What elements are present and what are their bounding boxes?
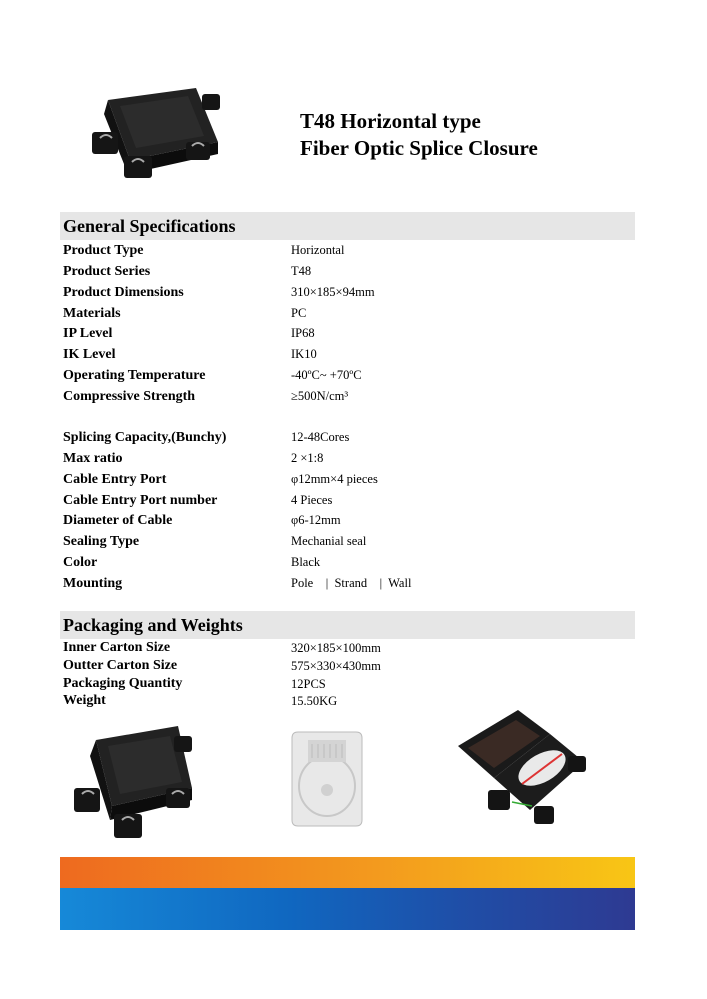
packaging-value: 15.50KG: [291, 694, 338, 708]
spec-row: [63, 323, 623, 344]
packaging-value: 12PCS: [291, 677, 326, 691]
spec-row: [63, 490, 623, 511]
spec-row: [63, 303, 623, 324]
spec-key: IK Level: [63, 347, 116, 362]
spec-value: φ6-12mm: [291, 513, 341, 527]
packaging-key: Packaging Quantity: [63, 676, 183, 691]
spec-row: [63, 531, 623, 552]
spec-key: Color: [63, 555, 98, 570]
footer-blue-band: [60, 888, 635, 930]
spec-key: Materials: [63, 306, 121, 321]
spec-value: φ12mm×4 pieces: [291, 472, 378, 486]
spec-row: [63, 427, 623, 448]
packaging-row: [63, 657, 623, 675]
spec-value: PC: [291, 306, 307, 320]
spec-row: [63, 365, 623, 386]
spec-key: Product Series: [63, 264, 151, 279]
spec-value: 4 Pieces: [291, 493, 333, 507]
general-specifications-header: [60, 212, 635, 240]
spec-key: Cable Entry Port number: [63, 493, 218, 508]
packaging-key: Weight: [63, 693, 106, 708]
spec-row: [63, 469, 623, 490]
spec-row: [63, 552, 623, 573]
spec-key: Product Dimensions: [63, 285, 184, 300]
spec-row: [63, 386, 623, 407]
spec-value: Mechanial seal: [291, 534, 367, 548]
spec-key: Mounting: [63, 576, 123, 591]
spec-key: Sealing Type: [63, 534, 140, 549]
spec-value: 310×185×94mm: [291, 285, 375, 299]
title-line-1: T48 Horizontal type: [300, 109, 481, 133]
spec-row: [63, 448, 623, 469]
section-heading: Packaging and Weights: [63, 615, 243, 635]
spec-value: ≥500N/cm³: [291, 389, 349, 403]
spec-row: [63, 573, 623, 594]
spec-value: Pole | Strand | Wall: [291, 576, 412, 590]
section-heading: General Specifications: [63, 216, 236, 236]
spec-row: [63, 261, 623, 282]
spec-key: Diameter of Cable: [63, 513, 173, 528]
spec-key: Max ratio: [63, 451, 123, 466]
spec-key: Compressive Strength: [63, 389, 196, 404]
spec-key: Operating Temperature: [63, 368, 206, 383]
splice-tray-image: [288, 728, 366, 830]
packaging-value: 320×185×100mm: [291, 641, 381, 655]
packaging-row: [63, 675, 623, 693]
spec-row: [63, 344, 623, 365]
spec-value: IK10: [291, 347, 317, 361]
footer-orange-band: [60, 857, 635, 888]
spec-key: Product Type: [63, 243, 144, 258]
spec-row: [63, 510, 623, 531]
product-image-closed-bottom: [68, 722, 198, 844]
spec-key: Splicing Capacity,(Bunchy): [63, 430, 227, 445]
spec-value: Horizontal: [291, 243, 345, 257]
packaging-key: Inner Carton Size: [63, 640, 171, 655]
packaging-key: Outter Carton Size: [63, 658, 178, 673]
spec-row: [63, 282, 623, 303]
spec-value: T48: [291, 264, 312, 278]
spec-value: Black: [291, 555, 321, 569]
spec-row: [63, 240, 623, 261]
page-title: [300, 108, 538, 162]
spec-value: 2 ×1:8: [291, 451, 324, 465]
title-line-2: Fiber Optic Splice Closure: [300, 136, 538, 160]
spec-key: Cable Entry Port: [63, 472, 167, 487]
product-image-closed: [78, 82, 226, 187]
packaging-weights-header: [60, 611, 635, 639]
spec-value: -40ºC~ +70ºC: [291, 368, 362, 382]
packaging-value: 575×330×430mm: [291, 659, 381, 673]
packaging-row: [63, 639, 623, 657]
spec-value: IP68: [291, 326, 315, 340]
product-image-open: [452, 706, 592, 836]
spec-value: 12-48Cores: [291, 430, 350, 444]
spec-key: IP Level: [63, 326, 113, 341]
